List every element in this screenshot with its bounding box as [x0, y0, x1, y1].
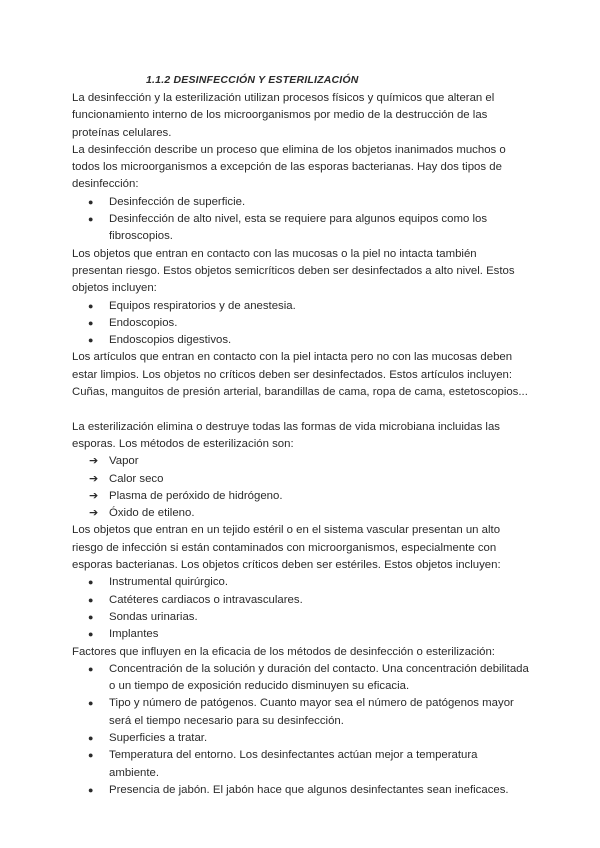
list-item: ● Desinfección de alto nivel, esta se requiere para algunos equipos como los fibroscopios.	[88, 213, 488, 243]
list-item: ● Implantes	[72, 626, 530, 643]
list-item: ● Concentración de la solución y duración del contacto. Una concentración debilitada o un tiempo de exposición reducido disminuyen su eficacia.	[88, 662, 529, 693]
list-tipos-desinfeccion	[72, 194, 530, 246]
list-item: ● Superficies a tratar.	[72, 730, 530, 747]
bullet-icon: ●	[88, 698, 94, 709]
arrow-right-icon: ➔	[89, 472, 99, 485]
paragraph-no-criticos: Los artículos que entran en contacto con la piel intacta pero no con las mucosas deben estar limpios. Los objetos no críticos deben ser desinfectados. Estos artículos incluyen: Cuñas, manguitos de presión arterial, barandillas de cama, ropa de cama, estetoscopios...	[72, 351, 528, 399]
bullet-icon: ●	[88, 611, 94, 622]
bullet-icon: ●	[88, 300, 94, 311]
list-item: ● Catéteres cardiacos o intravasculares.	[72, 592, 530, 609]
list-item: ➔ Óxido de etileno.	[72, 505, 530, 522]
list-item: ➔ Calor seco	[72, 471, 530, 488]
list-item: ● Temperatura del entorno. Los desinfectantes actúan mejor a temperatura ambiente.	[88, 749, 478, 779]
list-objetos-criticos	[72, 574, 530, 643]
bullet-icon: ●	[88, 784, 94, 795]
list-metodos-esterilizacion	[72, 453, 530, 522]
bullet-icon: ●	[88, 732, 94, 743]
bullet-icon: ●	[88, 750, 94, 761]
paragraph-intro: La desinfección y la esterilización utilizan procesos físicos y químicos que alteran el funcionamiento interno de los microorganismos por medio de la destrucción de las proteínas celulares.	[72, 92, 495, 139]
list-item: ➔ Plasma de peróxido de hidrógeno.	[72, 488, 530, 505]
bullet-icon: ●	[88, 214, 94, 225]
arrow-right-icon: ➔	[89, 455, 99, 468]
list-item: ● Desinfección de superficie.	[72, 194, 530, 211]
list-item: ● Presencia de jabón. El jabón hace que algunos desinfectantes sean ineficaces.	[72, 782, 530, 799]
bullet-icon: ●	[88, 335, 94, 346]
arrow-right-icon: ➔	[89, 489, 99, 502]
list-item: ● Endoscopios digestivos.	[72, 332, 530, 349]
bullet-icon: ●	[88, 594, 94, 605]
paragraph-factores: Factores que influyen en la eficacia de los métodos de desinfección o esterilización:	[72, 645, 495, 658]
paragraph-semicriticos: Los objetos que entran en contacto con las mucosas o la piel no intacta también presentan riesgo. Estos objetos semicríticos deben ser desinfectados a alto nivel. Estos objetos incluyen:	[72, 247, 515, 295]
list-item: ● Equipos respiratorios y de anestesia.	[72, 298, 530, 315]
list-factores	[72, 661, 530, 799]
list-objetos-semicriticos	[72, 298, 530, 350]
blank-line	[72, 401, 530, 418]
bullet-icon: ●	[88, 196, 94, 207]
list-item: ➔ Vapor	[72, 453, 530, 470]
paragraph-esterilizacion: La esterilización elimina o destruye todas las formas de vida microbiana incluidas las esporas. Los métodos de esterilización son:	[72, 420, 500, 450]
arrow-right-icon: ➔	[89, 507, 99, 520]
list-item: ● Tipo y número de patógenos. Cuanto mayor sea el número de patógenos mayor será el tiempo necesario para su desinfección.	[88, 697, 514, 727]
bullet-icon: ●	[88, 663, 94, 674]
bullet-icon: ●	[88, 629, 94, 640]
paragraph-desinfeccion: La desinfección describe un proceso que elimina de los objetos inanimados muchos o todos los microorganismos a excepción de las esporas bacterianas. Hay dos tipos de desinfección:	[72, 143, 506, 191]
bullet-icon: ●	[88, 577, 94, 588]
list-item: ● Sondas urinarias.	[72, 609, 530, 626]
bullet-icon: ●	[88, 317, 94, 328]
list-item: ● Endoscopios.	[72, 315, 530, 332]
section-title: 1.1.2 DESINFECCIÓN Y ESTERILIZACIÓN	[146, 74, 359, 86]
list-item: ● Instrumental quirúrgico.	[72, 574, 530, 591]
paragraph-criticos: Los objetos que entran en un tejido estéril o en el sistema vascular presentan un alto riesgo de infección si están contaminados con microorganismos, especialmente con esporas bacterianas. Los objetos críticos deben ser estériles. Estos objetos incluyen:	[72, 524, 501, 572]
